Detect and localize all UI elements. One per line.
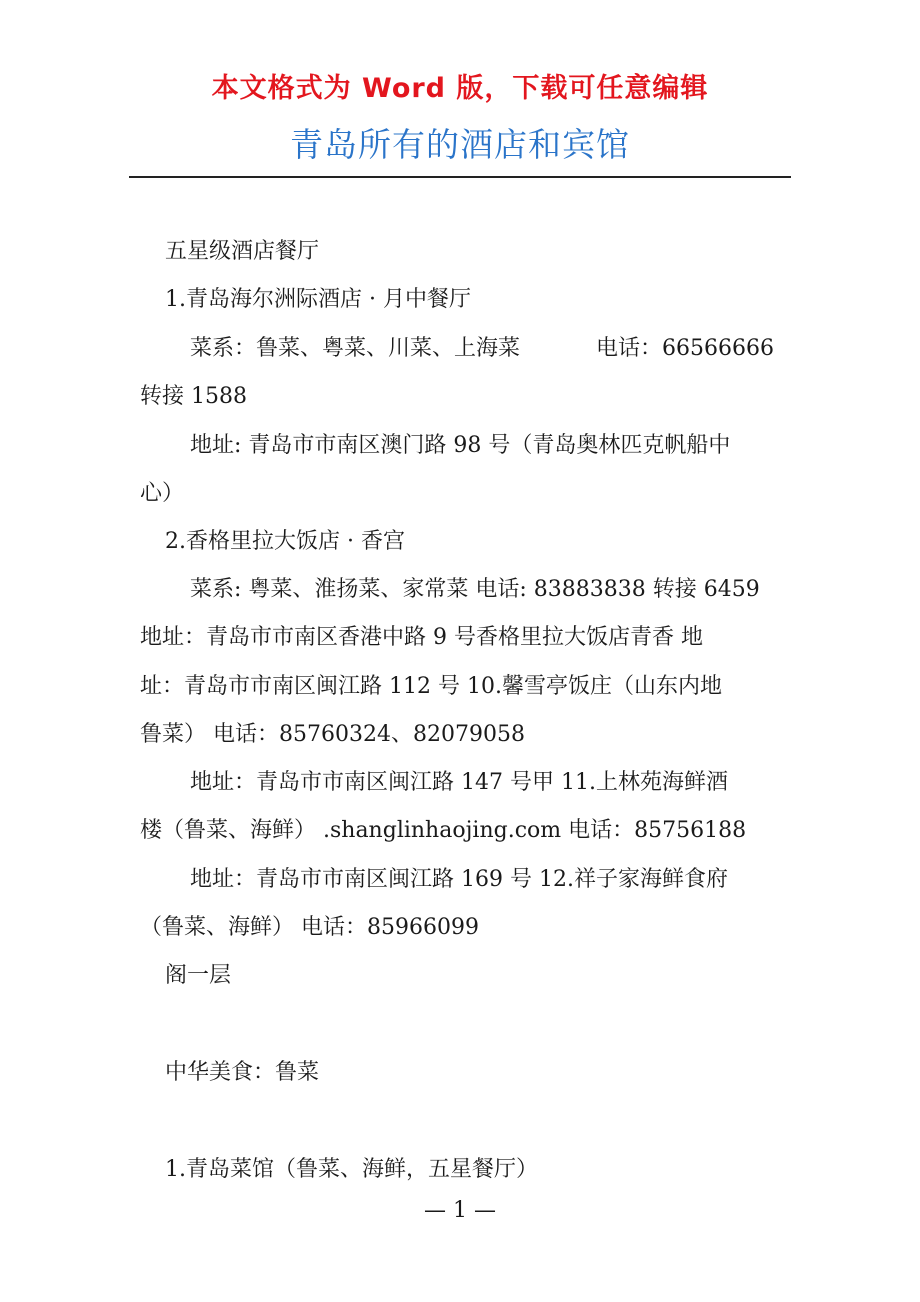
section-heading-five-star: 五星级酒店餐厅 bbox=[165, 239, 320, 264]
page-number: — 1 — bbox=[424, 1198, 496, 1223]
restaurant-2-cuisine: 菜系: 粤菜、淮扬菜、家常菜 电话: 83883838 转接 6459 bbox=[190, 577, 760, 602]
section-heading-chinese-cuisine: 中华美食：鲁菜 bbox=[165, 1060, 320, 1085]
restaurant-11-contact: 楼（鲁菜、海鲜） .shanglinhaojing.com 电话：85756188 bbox=[140, 818, 747, 843]
restaurant-10-entry: 址：青岛市市南区闽江路 112 号 10.馨雪亭饭庄（山东内地 bbox=[140, 674, 722, 699]
floor-note: 阁一层 bbox=[165, 963, 232, 988]
restaurant-1-cuisine-line bbox=[190, 334, 774, 364]
restaurant-1-phone: 电话：66566666 bbox=[596, 336, 774, 361]
restaurant-1-phone-ext: 转接 1588 bbox=[140, 384, 247, 409]
restaurant-1-address-cont: 心） bbox=[140, 481, 185, 506]
chinese-restaurant-1-name: 1.青岛菜馆（鲁菜、海鲜，五星餐厅） bbox=[165, 1157, 538, 1182]
restaurant-1-address: 地址: 青岛市市南区澳门路 98 号（青岛奥林匹克帆船中 bbox=[190, 433, 731, 458]
restaurant-1-name: 1.青岛海尔洲际酒店 · 月中餐厅 bbox=[165, 287, 471, 312]
document-title: 青岛所有的酒店和宾馆 bbox=[290, 125, 630, 164]
restaurant-12-phone: （鲁菜、海鲜） 电话：85966099 bbox=[140, 915, 479, 940]
restaurant-2-address: 地址：青岛市市南区香港中路 9 号香格里拉大饭店青香 地 bbox=[140, 625, 703, 650]
title-divider bbox=[129, 176, 791, 178]
restaurant-10-phone: 鲁菜） 电话：85760324、82079058 bbox=[140, 722, 525, 747]
restaurant-12-entry: 地址：青岛市市南区闽江路 169 号 12.祥子家海鲜食府 bbox=[190, 867, 728, 892]
restaurant-1-cuisine: 菜系：鲁菜、粤菜、川菜、上海菜 bbox=[190, 336, 521, 361]
restaurant-2-name: 2.香格里拉大饭店 · 香宫 bbox=[165, 529, 405, 554]
banner-note: 本文格式为 Word 版，下载可任意编辑 bbox=[211, 73, 709, 104]
restaurant-11-entry: 地址：青岛市市南区闽江路 147 号甲 11.上林苑海鲜酒 bbox=[190, 770, 728, 795]
